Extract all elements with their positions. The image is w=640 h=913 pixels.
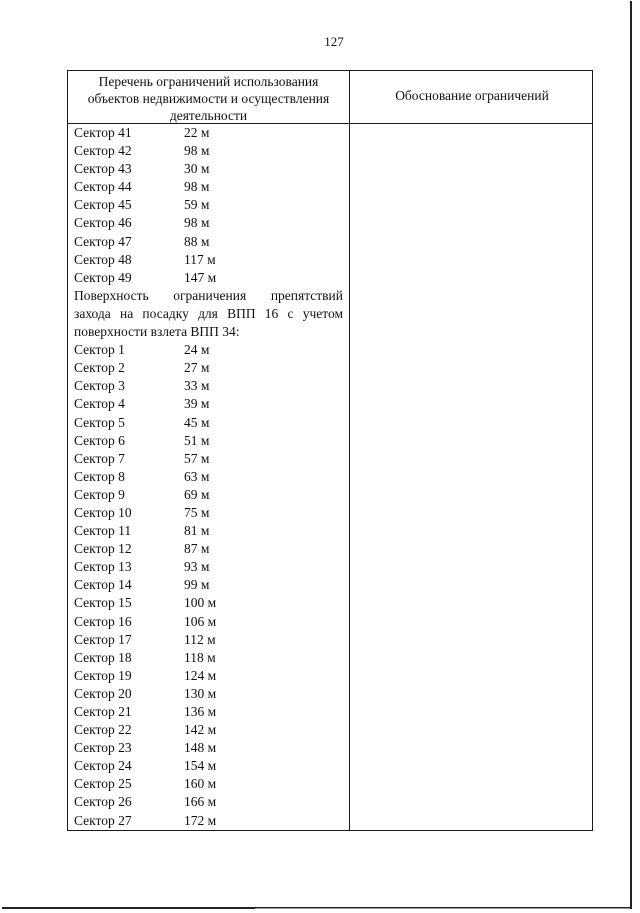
sector-name: Сектор 3 xyxy=(74,378,125,394)
sector-height: 27 м xyxy=(184,360,210,376)
sector-row xyxy=(74,631,346,649)
sector-row xyxy=(74,739,346,757)
sector-height: 148 м xyxy=(184,740,217,756)
header-left-line: деятельности xyxy=(169,108,248,123)
sector-name: Сектор 17 xyxy=(74,631,132,647)
sector-name: Сектор 6 xyxy=(74,432,125,448)
sector-name: Сектор 15 xyxy=(74,595,132,611)
sector-height: 57 м xyxy=(184,450,210,466)
sector-row xyxy=(74,685,346,703)
sector-name: Сектор 2 xyxy=(74,360,125,376)
sector-row xyxy=(74,649,346,667)
column-divider xyxy=(349,71,350,830)
sector-group-1 xyxy=(74,124,346,287)
sector-name: Сектор 25 xyxy=(74,776,132,792)
sector-row xyxy=(74,775,346,793)
header-left-line: Перечень ограничений использования xyxy=(98,74,319,89)
sector-name: Сектор 7 xyxy=(74,450,125,466)
sector-height: 30 м xyxy=(184,161,210,177)
sector-row xyxy=(74,757,346,775)
sector-name: Сектор 13 xyxy=(74,559,132,575)
sector-name: Сектор 10 xyxy=(74,504,132,520)
sector-name: Сектор 22 xyxy=(74,722,132,738)
sector-row xyxy=(74,251,346,269)
sector-height: 69 м xyxy=(184,486,210,502)
surface-description xyxy=(74,287,343,341)
sector-row xyxy=(74,468,346,486)
sector-row xyxy=(74,793,346,811)
sector-name: Сектор 44 xyxy=(74,179,132,195)
sector-name: Сектор 41 xyxy=(74,125,132,140)
sector-name: Сектор 49 xyxy=(74,269,132,285)
sector-row xyxy=(74,721,346,739)
sector-name: Сектор 16 xyxy=(74,613,132,629)
sector-row xyxy=(74,359,346,377)
sector-height: 59 м xyxy=(184,197,210,213)
sector-name: Сектор 5 xyxy=(74,414,125,430)
surface-description-line: поверхности взлета ВПП 34: xyxy=(74,324,240,340)
sector-row xyxy=(74,486,346,504)
sector-name: Сектор 45 xyxy=(74,197,132,213)
sector-height: 22 м xyxy=(184,125,210,140)
surface-description-line: захода на посадку для ВПП 16 с учетом xyxy=(74,305,343,321)
sector-height: 33 м xyxy=(184,378,210,394)
sector-row xyxy=(74,341,346,359)
sector-height: 117 м xyxy=(184,251,216,267)
header-left-line: объектов недвижимости и осуществления xyxy=(87,91,330,106)
sector-name: Сектор 21 xyxy=(74,704,132,719)
sector-row xyxy=(74,432,346,450)
sector-height: 118 м xyxy=(184,649,216,665)
sector-height: 98 м xyxy=(184,215,210,231)
sector-height: 75 м xyxy=(184,504,210,520)
sector-height: 51 м xyxy=(184,432,210,448)
sector-height: 154 м xyxy=(184,758,217,774)
sector-name: Сектор 19 xyxy=(74,667,132,683)
sector-row xyxy=(74,414,346,432)
sector-name: Сектор 23 xyxy=(74,740,132,756)
sector-row xyxy=(74,504,346,522)
sector-height: 147 м xyxy=(184,269,217,285)
sector-row xyxy=(74,214,346,232)
sector-name: Сектор 26 xyxy=(74,794,132,810)
sector-height: 160 м xyxy=(184,776,217,792)
sector-group-2 xyxy=(74,341,346,830)
restrictions-table xyxy=(67,70,593,831)
sector-height: 106 м xyxy=(184,613,217,629)
sector-height: 136 м xyxy=(184,704,217,719)
sector-name: Сектор 24 xyxy=(74,758,132,774)
sector-row xyxy=(74,613,346,631)
sector-row xyxy=(74,558,346,576)
sector-height: 45 м xyxy=(184,414,210,430)
sector-height: 142 м xyxy=(184,722,217,738)
sector-height: 63 м xyxy=(184,468,210,484)
sector-row xyxy=(74,594,346,612)
page-number: 127 xyxy=(324,34,344,49)
sector-height: 98 м xyxy=(184,179,210,195)
sector-row xyxy=(74,160,346,178)
sector-name: Сектор 18 xyxy=(74,649,132,665)
sector-height: 93 м xyxy=(184,559,210,575)
sector-row xyxy=(74,196,346,214)
sector-name: Сектор 47 xyxy=(74,233,132,249)
sector-name: Сектор 4 xyxy=(74,396,125,412)
sector-row xyxy=(74,576,346,594)
sector-height: 112 м xyxy=(184,631,216,647)
sector-name: Сектор 42 xyxy=(74,143,132,159)
sector-name: Сектор 1 xyxy=(74,342,125,358)
sector-name: Сектор 11 xyxy=(74,523,132,539)
sector-height: 24 м xyxy=(184,342,210,358)
sector-name: Сектор 12 xyxy=(74,541,132,557)
header-right-cell: Обоснование ограничений xyxy=(395,88,549,103)
sector-name: Сектор 9 xyxy=(74,486,125,502)
sector-height: 98 м xyxy=(184,143,210,159)
sector-name: Сектор 14 xyxy=(74,577,132,593)
sector-height: 39 м xyxy=(184,396,210,412)
sector-row xyxy=(74,142,346,160)
sector-row xyxy=(74,812,346,830)
sector-height: 81 м xyxy=(184,523,210,539)
sector-row xyxy=(74,377,346,395)
sector-row xyxy=(74,450,346,468)
sector-row xyxy=(74,395,346,413)
surface-description-line: Поверхность ограничения препятствий xyxy=(74,287,343,303)
sector-name: Сектор 27 xyxy=(74,812,132,828)
sector-row xyxy=(74,522,346,540)
sector-height: 88 м xyxy=(184,233,210,249)
sector-name: Сектор 8 xyxy=(74,468,125,484)
sector-height: 100 м xyxy=(184,595,217,611)
sector-row xyxy=(74,233,346,251)
sector-row xyxy=(74,540,346,558)
sector-height: 166 м xyxy=(184,794,217,810)
sector-row xyxy=(74,703,346,721)
restrictions-list xyxy=(74,124,346,830)
scan-edge-line xyxy=(255,908,630,909)
sector-height: 130 м xyxy=(184,685,217,701)
header-left-cell xyxy=(68,73,349,124)
sector-name: Сектор 48 xyxy=(74,251,132,267)
sector-height: 172 м xyxy=(184,812,217,828)
sector-row xyxy=(74,667,346,685)
sector-height: 99 м xyxy=(184,577,210,593)
sector-name: Сектор 20 xyxy=(74,685,132,701)
sector-name: Сектор 46 xyxy=(74,215,132,231)
sector-height: 124 м xyxy=(184,667,217,683)
sector-height: 87 м xyxy=(184,541,210,557)
sector-row xyxy=(74,124,346,142)
sector-row xyxy=(74,269,346,287)
sector-name: Сектор 43 xyxy=(74,161,132,177)
sector-row xyxy=(74,178,346,196)
